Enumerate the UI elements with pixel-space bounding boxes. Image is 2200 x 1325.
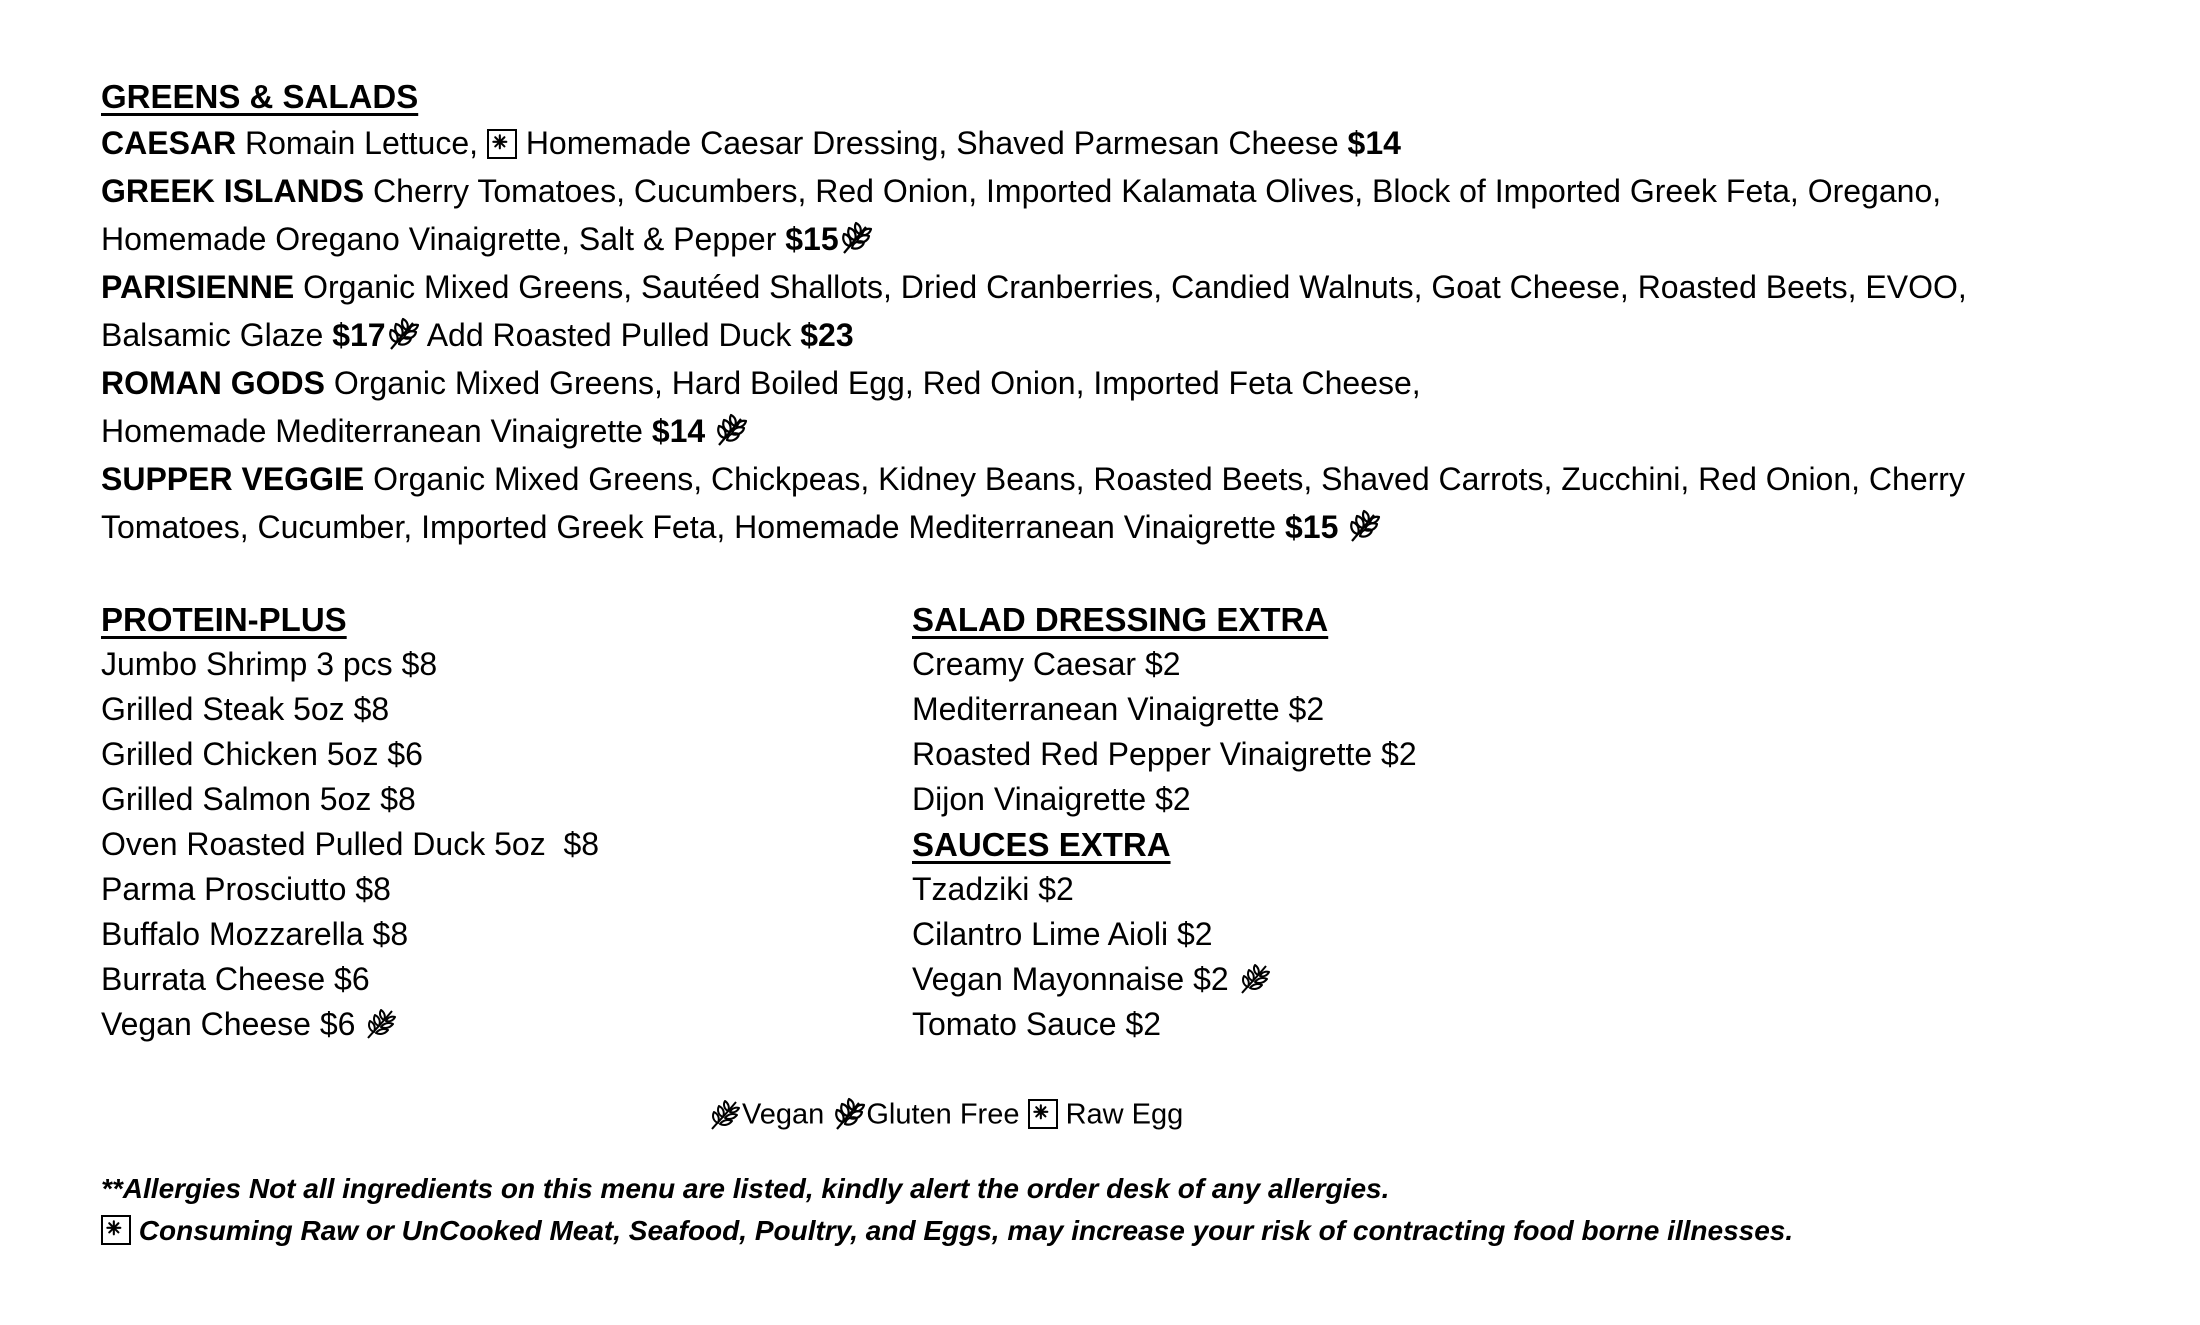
sauce-item: Tomato Sauce $2	[912, 1006, 1162, 1042]
legend-vegan-label: Vegan	[742, 1098, 825, 1131]
greek-desc-2: Homemade Oregano Vinaigrette, Salt & Pepper	[101, 221, 777, 257]
parisienne-line-1	[101, 263, 2121, 311]
raw-egg-icon	[487, 129, 517, 159]
protein-item-vegan-cheese	[101, 1002, 801, 1047]
wheat-icon	[386, 316, 420, 352]
greens-salads-title: GREENS & SALADS	[101, 78, 419, 115]
parisienne-name: PARISIENNE	[101, 269, 295, 305]
caesar-desc-2: Homemade Caesar Dressing, Shaved Parmesan Cheese	[525, 125, 1339, 161]
protein-item: Buffalo Mozzarella $8	[101, 916, 409, 952]
dressing-item: Dijon Vinaigrette $2	[912, 781, 1191, 817]
caesar-name: CAESAR	[101, 125, 237, 161]
protein-item: Jumbo Shrimp 3 pcs $8	[101, 646, 438, 682]
boxed-asterisk-icon	[101, 1215, 131, 1245]
boxed-asterisk-icon	[1028, 1099, 1058, 1129]
roman-price: $14	[651, 413, 706, 449]
dressing-item: Mediterranean Vinaigrette $2	[912, 691, 1325, 727]
sauces-extra-title: SAUCES EXTRA	[912, 826, 1171, 863]
dressing-item: Creamy Caesar $2	[912, 646, 1181, 682]
wheat-icon	[1347, 508, 1381, 544]
protein-item-label: Vegan Cheese $6	[101, 1006, 356, 1042]
roman-desc-1: Organic Mixed Greens, Hard Boiled Egg, Red Onion, Imported Feta Cheese,	[333, 365, 1421, 401]
wheat-icon	[714, 412, 748, 448]
greens-salads-section	[101, 75, 2121, 551]
parisienne-line-2	[101, 311, 2121, 359]
wheat-icon	[832, 1096, 866, 1132]
legend-gluten-free-label: Gluten Free	[866, 1098, 1020, 1131]
greek-line-1	[101, 167, 2121, 215]
supper-veggie-name: SUPPER VEGGIE	[101, 461, 365, 497]
raw-warning-text: Consuming Raw or UnCooked Meat, Seafood, Poultry, and Eggs, may increase your risk of contracting food borne illnesses.	[138, 1215, 1794, 1246]
protein-item: Grilled Steak 5oz $8	[101, 691, 390, 727]
roman-line-2	[101, 407, 2121, 455]
greek-islands-name: GREEK ISLANDS	[101, 173, 365, 209]
protein-item: Oven Roasted Pulled Duck 5oz $8	[101, 826, 600, 862]
raw-warning-note	[101, 1210, 1793, 1252]
greek-line-2	[101, 215, 2121, 263]
parisienne-addon: Add Roasted Pulled Duck	[426, 317, 792, 353]
supper-price: $15	[1284, 509, 1339, 545]
extras-section	[912, 597, 1612, 1047]
caesar-price: $14	[1347, 125, 1401, 161]
protein-plus-section	[101, 597, 801, 1047]
salad-dressing-extra-title: SALAD DRESSING EXTRA	[912, 601, 1329, 638]
supper-desc-1: Organic Mixed Greens, Chickpeas, Kidney Beans, Roasted Beets, Shaved Carrots, Zucchini, Red Onion, Cherry	[373, 461, 1965, 497]
protein-plus-title: PROTEIN-PLUS	[101, 601, 347, 638]
roman-desc-2: Homemade Mediterranean Vinaigrette	[101, 413, 643, 449]
allergies-note: **Allergies Not all ingredients on this menu are listed, kindly alert the order desk of any allergies.	[101, 1173, 1390, 1204]
parisienne-desc-2: Balsamic Glaze	[101, 317, 324, 353]
roman-line-1	[101, 359, 2121, 407]
sauce-item-vegan-mayonnaise	[912, 957, 1612, 1002]
supper-line-2	[101, 503, 2121, 551]
protein-item: Grilled Chicken 5oz $6	[101, 736, 423, 772]
vegan-leaf-icon	[1238, 960, 1272, 996]
roman-gods-name: ROMAN GODS	[101, 365, 325, 401]
parisienne-addon-price: $23	[800, 317, 854, 353]
protein-item: Burrata Cheese $6	[101, 961, 370, 997]
greek-desc-1: Cherry Tomatoes, Cucumbers, Red Onion, Imported Kalamata Olives, Block of Imported Greek Feta, Oregano,	[373, 173, 1942, 209]
dressing-item: Roasted Red Pepper Vinaigrette $2	[912, 736, 1417, 772]
vegan-leaf-icon	[708, 1096, 742, 1132]
protein-item: Grilled Salmon 5oz $8	[101, 781, 416, 817]
sauce-item-label: Vegan Mayonnaise $2	[912, 961, 1229, 997]
legend	[708, 1092, 1183, 1135]
sauce-item: Tzadziki $2	[912, 871, 1074, 907]
parisienne-price: $17	[332, 317, 386, 353]
footer-notes	[101, 1168, 1793, 1252]
protein-item: Parma Prosciutto $8	[101, 871, 391, 907]
caesar-line-1	[101, 119, 2121, 167]
supper-line-1	[101, 455, 2121, 503]
vegan-leaf-icon	[364, 1005, 398, 1041]
sauce-item: Cilantro Lime Aioli $2	[912, 916, 1213, 952]
wheat-icon	[839, 220, 873, 256]
greek-price: $15	[785, 221, 839, 257]
parisienne-desc-1: Organic Mixed Greens, Sautéed Shallots, Dried Cranberries, Candied Walnuts, Goat Cheese, Roasted Beets, EVOO,	[303, 269, 1967, 305]
caesar-desc-1: Romain Lettuce,	[245, 125, 479, 161]
legend-raw-egg-label: Raw Egg	[1065, 1098, 1184, 1131]
supper-desc-2: Tomatoes, Cucumber, Imported Greek Feta, Homemade Mediterranean Vinaigrette	[101, 509, 1277, 545]
